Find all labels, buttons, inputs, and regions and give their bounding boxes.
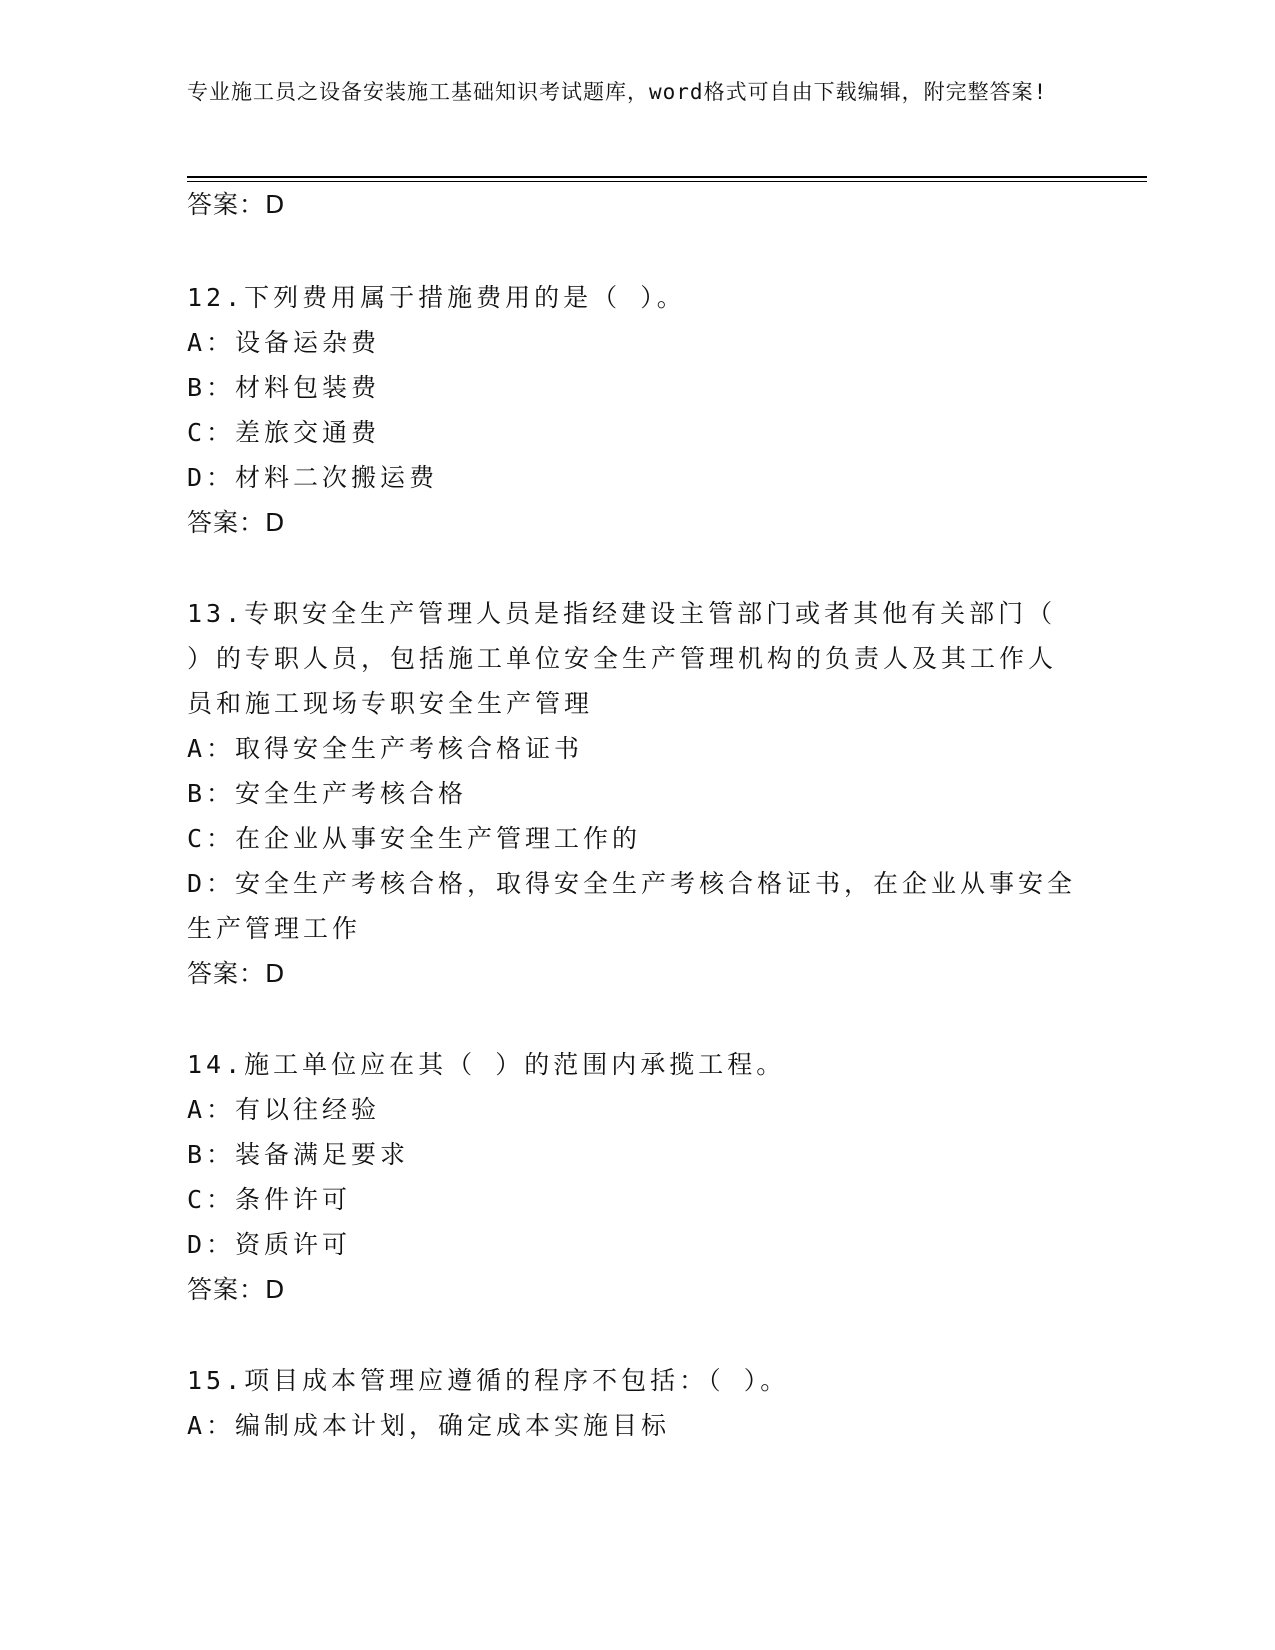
question-14-answer: 答案：D xyxy=(187,1275,286,1304)
question-14-option-a: A：有以往经验 xyxy=(187,1095,381,1124)
question-12-option-b: B：材料包装费 xyxy=(187,373,381,402)
question-13-answer: 答案：D xyxy=(187,959,286,988)
question-13-option-d-line2: 生产管理工作 xyxy=(187,914,362,943)
question-14-option-d: D：资质许可 xyxy=(187,1230,352,1259)
document-header: 专业施工员之设备安装施工基础知识考试题库，word格式可自由下载编辑，附完整答案! xyxy=(187,80,1048,104)
question-12-answer: 答案：D xyxy=(187,508,286,537)
answer-prev: 答案：D xyxy=(187,190,286,219)
question-14-option-b: B：装备满足要求 xyxy=(187,1140,410,1169)
question-13-option-d-line1: D：安全生产考核合格，取得安全生产考核合格证书，在企业从事安全 xyxy=(187,869,1077,898)
question-15-stem: 15.项目成本管理应遵循的程序不包括：（ ）。 xyxy=(187,1366,790,1395)
question-12-option-c: C：差旅交通费 xyxy=(187,418,381,447)
question-13-option-b: B：安全生产考核合格 xyxy=(187,779,468,808)
question-13-option-a: A：取得安全生产考核合格证书 xyxy=(187,734,584,763)
question-13-stem-line2: ）的专职人员，包括施工单位安全生产管理机构的负责人及其工作人 xyxy=(187,644,1058,673)
question-15-option-a: A：编制成本计划，确定成本实施目标 xyxy=(187,1411,671,1440)
question-13-stem-line1: 13.专职安全生产管理人员是指经建设主管部门或者其他有关部门（ xyxy=(187,599,1057,628)
question-13-option-c: C：在企业从事安全生产管理工作的 xyxy=(187,824,642,853)
question-12-option-d: D：材料二次搬运费 xyxy=(187,463,439,492)
question-14-stem: 14.施工单位应在其（ ）的范围内承揽工程。 xyxy=(187,1050,786,1079)
header-rule xyxy=(187,176,1147,178)
question-13-stem-line3: 员和施工现场专职安全生产管理 xyxy=(187,689,594,718)
header-rule-thin xyxy=(187,181,1147,182)
question-14-option-c: C：条件许可 xyxy=(187,1185,352,1214)
question-12-stem: 12.下列费用属于措施费用的是（ ）。 xyxy=(187,283,686,312)
question-12-option-a: A：设备运杂费 xyxy=(187,328,381,357)
